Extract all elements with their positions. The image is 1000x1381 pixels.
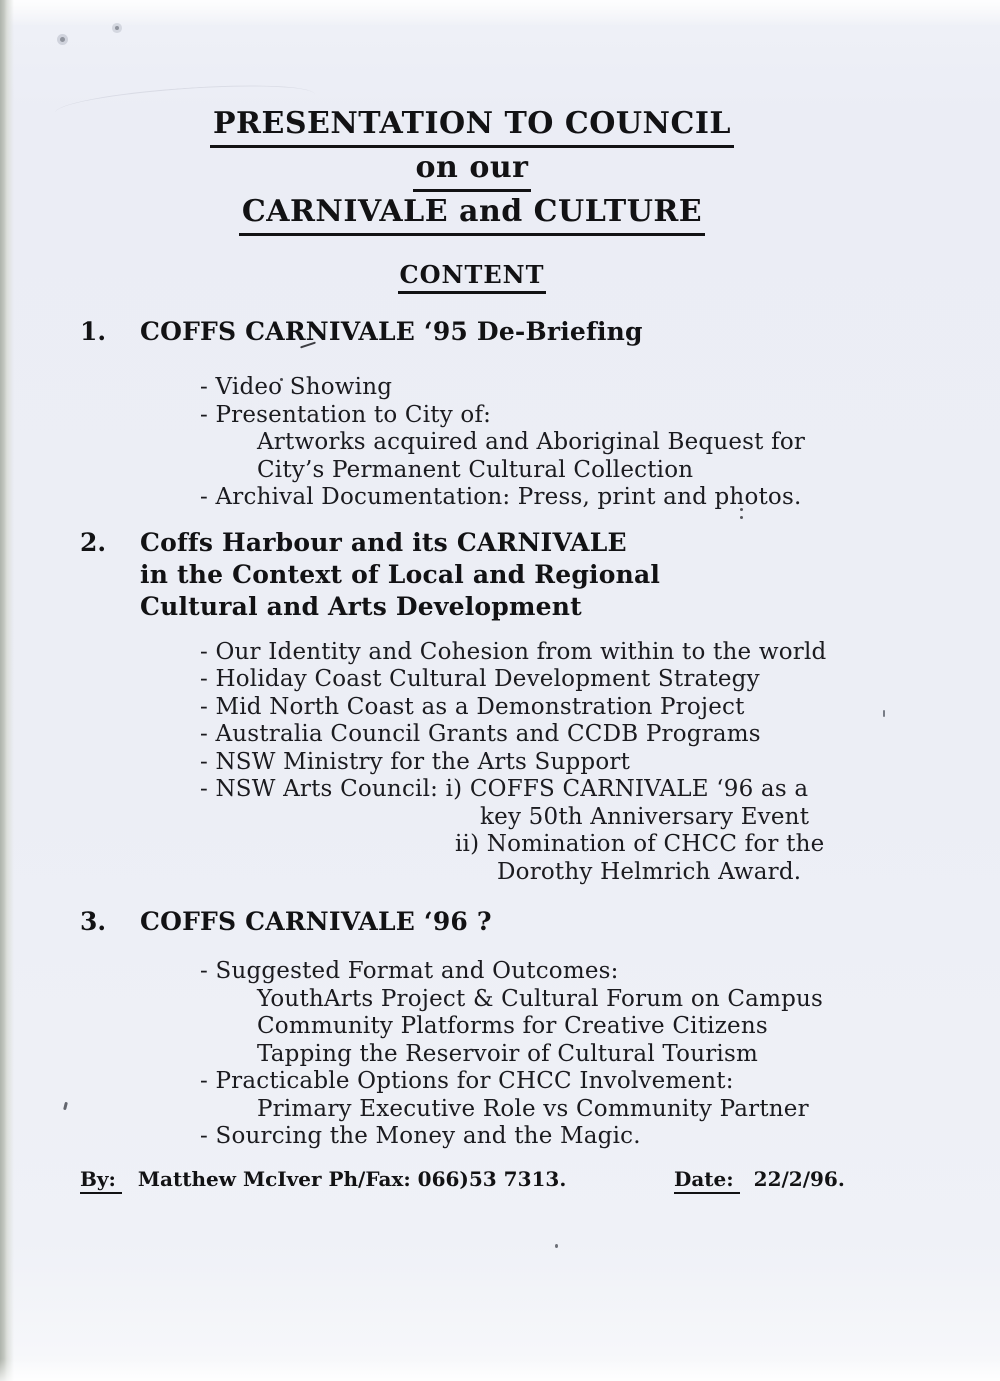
section-heading-line: in the Context of Local and Regional	[140, 559, 661, 589]
section-items	[0, 639, 1000, 887]
section-heading-line: Coffs Harbour and its CARNIVALE	[140, 527, 627, 557]
outline-item: - Our Identity and Cohesion from within to the world	[200, 638, 827, 665]
outline-item: Primary Executive Role vs Community Partner	[257, 1095, 809, 1122]
pen-mark	[555, 1244, 558, 1248]
outline-item: ii) Nomination of CHCC for the	[455, 831, 825, 857]
section-heading-line: Cultural and Arts Development	[140, 591, 582, 621]
section-1	[0, 316, 1000, 512]
title-line-3: CARNIVALE and CULTURE	[72, 192, 872, 236]
section-2	[0, 527, 1000, 887]
scan-edge-top	[0, 0, 1000, 26]
section-items	[0, 958, 1000, 1151]
by-label: By:	[80, 1166, 122, 1194]
outline-item: Artworks acquired and Aboriginal Bequest for	[257, 429, 806, 455]
outline-item: - Video Showing	[200, 374, 393, 400]
section-number: 1.	[80, 317, 107, 346]
date-value: 22/2/96.	[753, 1166, 845, 1191]
outline-item: Tapping the Reservoir of Cultural Tourism	[257, 1040, 758, 1067]
outline-item: Dorothy Helmrich Award.	[497, 858, 802, 885]
scan-artifact	[115, 26, 119, 30]
date-line	[674, 1166, 845, 1194]
section-number: 3.	[80, 907, 107, 936]
content-heading: CONTENT	[72, 260, 872, 294]
outline-item: - NSW Arts Council: i) COFFS CARNIVALE ‘96 as a	[200, 776, 809, 802]
document-footer	[0, 1166, 1000, 1194]
outline-item: City’s Permanent Cultural Collection	[257, 456, 694, 483]
outline-item: - Presentation to City of:	[200, 401, 492, 428]
author-line	[80, 1166, 1000, 1194]
title-line-2: on our	[72, 148, 872, 192]
outline-item: - Holiday Coast Cultural Development Strategy	[200, 666, 760, 692]
outline-item: - Australia Council Grants and CCDB Programs	[200, 721, 761, 747]
title-line-1: PRESENTATION TO COUNCIL	[72, 104, 872, 148]
section-heading	[140, 527, 1000, 623]
section-number: 2.	[80, 527, 107, 557]
author-contact: Matthew McIver Ph/Fax: 066)53 7313.	[137, 1166, 567, 1191]
outline-item: - NSW Ministry for the Arts Support	[200, 748, 631, 775]
section-heading: COFFS CARNIVALE ‘96 ?	[140, 907, 492, 936]
outline-item: key 50th Anniversary Event	[480, 803, 810, 830]
date-label: Date:	[674, 1166, 740, 1194]
outline-item: - Mid North Coast as a Demonstration Project	[200, 693, 745, 720]
section-items	[0, 374, 1000, 512]
outline-item: Community Platforms for Creative Citizens	[257, 1013, 768, 1039]
outline-item: - Practicable Options for CHCC Involvement:	[200, 1068, 734, 1094]
section-heading: COFFS CARNIVALE ‘95 De-Briefing	[140, 317, 643, 346]
outline-item: YouthArts Project & Cultural Forum on Campus	[257, 985, 824, 1012]
outline-item: - Archival Documentation: Press, print and photos.	[200, 484, 802, 510]
scan-edge-bottom	[0, 1359, 1000, 1381]
outline-item: - Suggested Format and Outcomes:	[200, 958, 619, 984]
outline-item: - Sourcing the Money and the Magic.	[200, 1123, 641, 1149]
scan-artifact	[60, 37, 65, 42]
section-3	[0, 906, 1000, 1151]
